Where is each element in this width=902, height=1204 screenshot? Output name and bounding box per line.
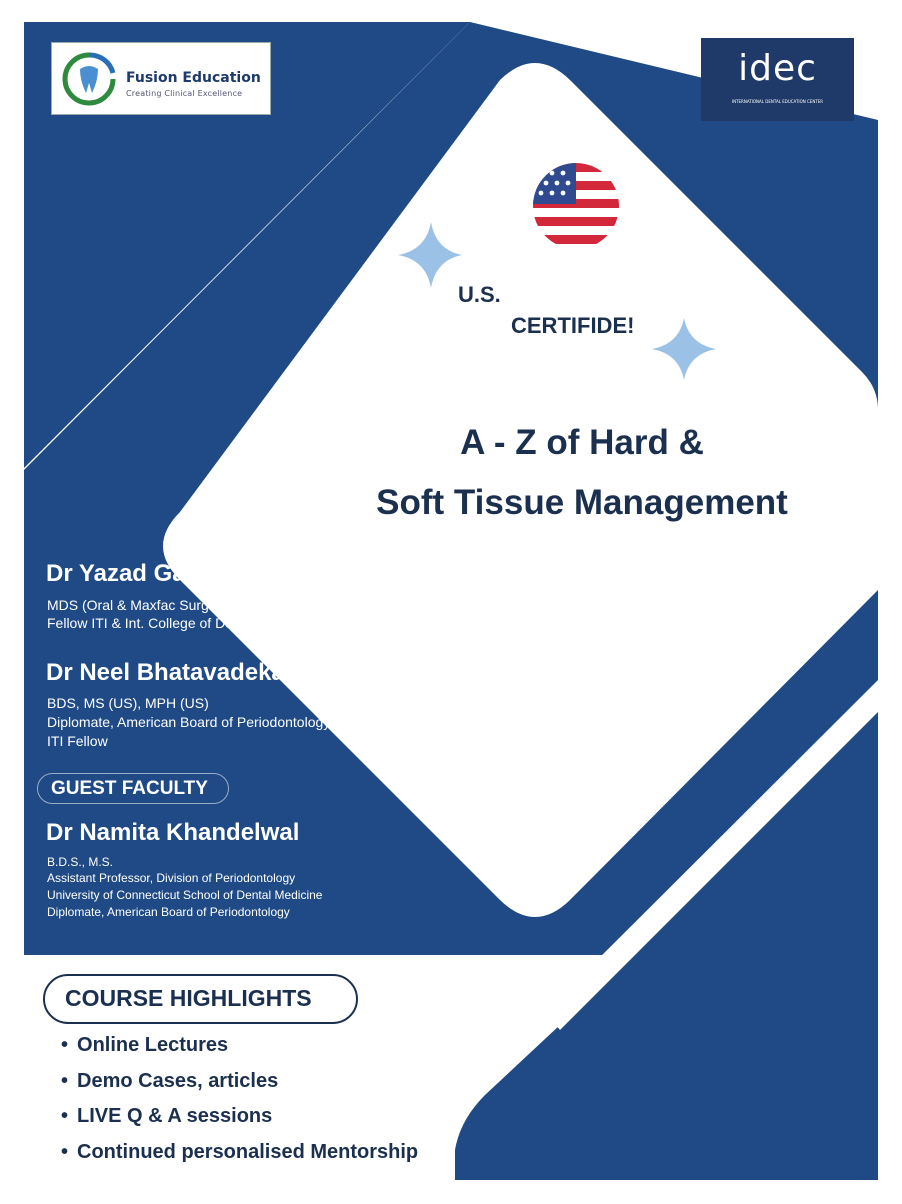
faculty-credential: BDS, MS (US), MPH (US) xyxy=(47,695,209,711)
guest-credential: B.D.S., M.S. xyxy=(47,855,114,869)
fusion-education-logo xyxy=(51,42,271,115)
highlight-item xyxy=(61,1141,418,1164)
guest-faculty-name: Dr Namita Khandelwal xyxy=(46,819,300,846)
faculty-name: Dr Neel Bhatavadekar xyxy=(46,659,295,686)
faculty-name: Dr Yazad Gandhi xyxy=(46,560,237,587)
bullet-icon: • xyxy=(61,1105,69,1127)
highlight-text: LIVE Q & A sessions xyxy=(77,1105,273,1127)
course-title-line1: A - Z of Hard & xyxy=(460,423,704,462)
bullet-icon: • xyxy=(61,1070,69,1092)
idec-wordmark: idec xyxy=(738,48,817,89)
idec-subtitle: INTERNATIONAL DENTAL EDUCATION CENTER xyxy=(731,99,824,104)
badge-line2: CERTIFIDE! xyxy=(511,313,635,338)
highlight-text: Online Lectures xyxy=(77,1034,229,1056)
fusion-name: Fusion Education xyxy=(126,70,261,86)
us-flag-icon xyxy=(533,163,619,249)
course-highlights-title: COURSE HIGHLIGHTS xyxy=(65,985,312,1011)
guest-credential: University of Connecticut School of Dental Medicine xyxy=(47,888,323,902)
bullet-icon: • xyxy=(61,1141,69,1163)
course-title-line2: Soft Tissue Management xyxy=(376,483,788,522)
guest-faculty-label: GUEST FACULTY xyxy=(51,778,208,799)
fusion-tagline: Creating Clinical Excellence xyxy=(126,89,243,98)
faculty-credential: ITI Fellow xyxy=(47,733,108,749)
highlight-item xyxy=(61,1070,278,1093)
bullet-icon: • xyxy=(61,1034,69,1056)
faculty-credential: MDS (Oral & Maxfac Surgeon) xyxy=(47,597,237,613)
badge-line1: U.S. xyxy=(458,282,501,307)
highlight-text: Demo Cases, articles xyxy=(77,1070,279,1092)
guest-faculty-badge xyxy=(37,773,229,804)
faculty-credential: Diplomate, American Board of Periodontology xyxy=(47,714,331,730)
idec-logo xyxy=(701,38,854,121)
highlight-item xyxy=(61,1105,272,1128)
guest-credential: Assistant Professor, Division of Periodontology xyxy=(47,871,296,885)
highlight-text: Continued personalised Mentorship xyxy=(77,1141,419,1163)
fusion-logo-icon xyxy=(58,49,120,109)
highlight-item xyxy=(61,1034,228,1057)
course-highlights-heading xyxy=(43,974,358,1024)
guest-credential: Diplomate, American Board of Periodontology xyxy=(47,905,290,919)
faculty-credential: Fellow ITI & Int. College of Dentists xyxy=(47,615,266,631)
